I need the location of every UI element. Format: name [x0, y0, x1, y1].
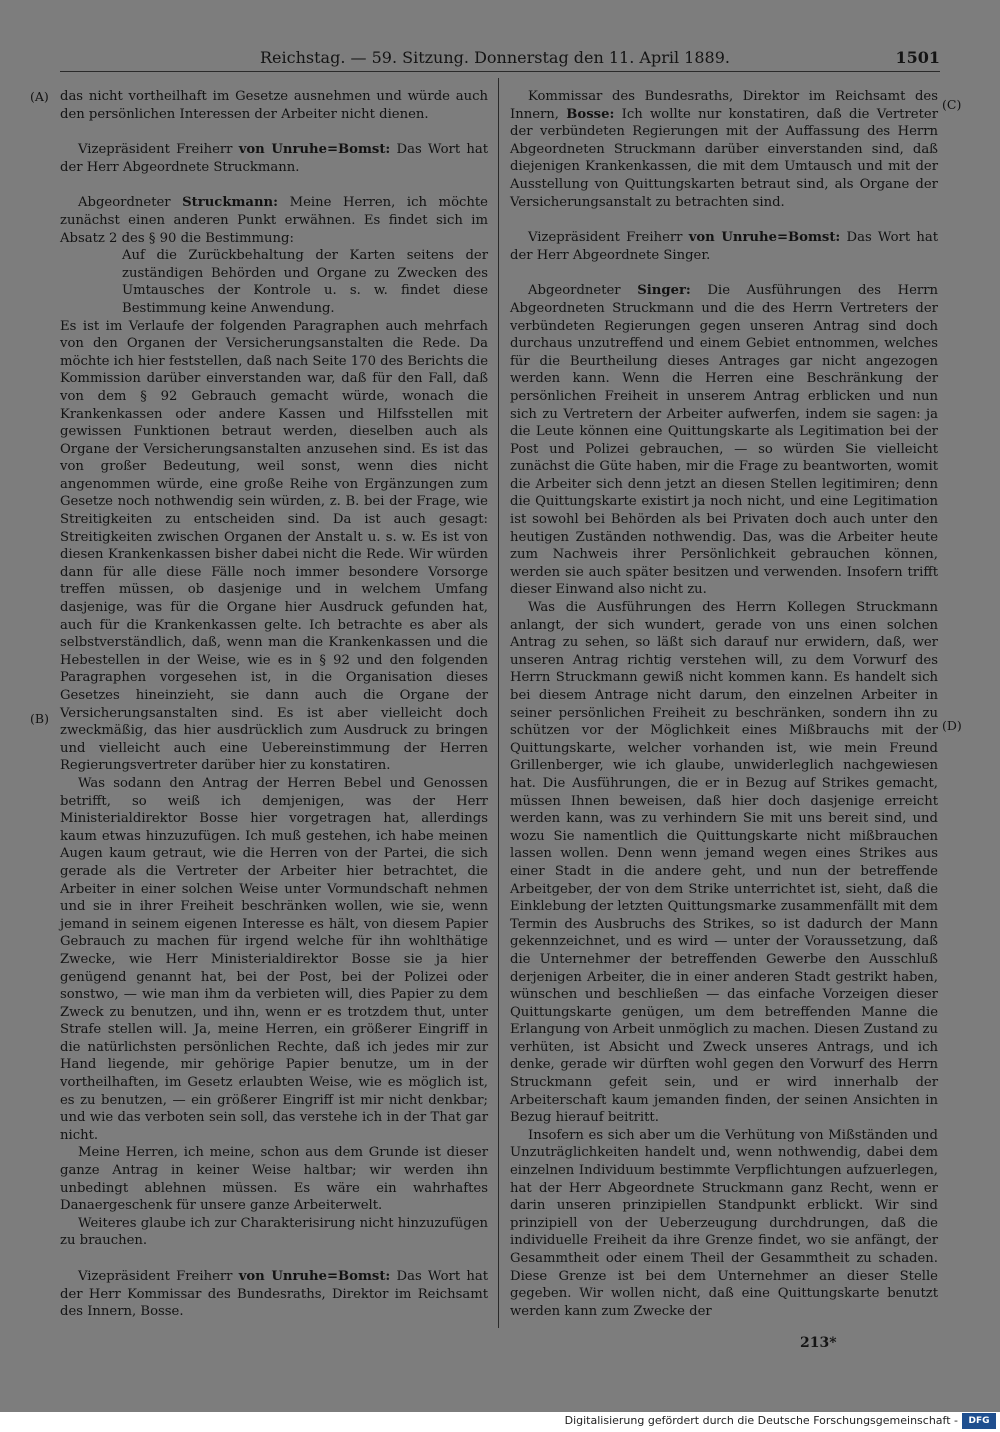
speaker-intro: Vizepräsident Freiherr: [528, 230, 689, 246]
funding-notice: Digitalisierung gefördert durch die Deutsche Forschungsgemeinschaft -: [564, 1414, 958, 1427]
page-header: [60, 46, 940, 72]
speech-text: Das Wort hat der Herr Kommissar des Bundesraths, Direktor im Reichsamt des Innern, Bosse.: [60, 1269, 488, 1320]
speaker-name: von Unruhe=Bomst:: [238, 142, 391, 158]
speaker-intro: Kommissar des Bundesraths, Direktor im Reichsamt des Innern,: [510, 89, 938, 122]
speech-text: Die Ausführungen des Herrn Abgeordneten Struckmann und die des Herrn Vertreters der verbündeten Regierungen gegen unseren Antrag sind doch durchaus unzutreffend und einem Gebiet entnommen, welches für die Beurtheilung dieses Antrages gar nicht angezogen werden kann. Wenn die Herren eine Beschränkung der persönlichen Freiheit in unserem Antrag erblicken und nun sich zu Vertretern der Arbeiter aufwerfen, indem sie sagen: ja die Leute können eine Quittungskarte als Legitimation bei der Post und Polizei gebrauchen, — so würden Sie vielleicht zunächst die Güte haben, mir die Frage zu beantworten, womit die Arbeiter sich denn jetzt an diesen Stellen legitimiren; denn die Quittungskarte existirt ja noch nicht, und eine Legitimation ist sowohl bei Behörden als bei Privaten doch auch unter den heutigen Zuständen nothwendig. Das, was die Arbeiter heute zum Nachweis ihrer Persönlichkeit gebrauchen können, werden sie auch später besitzen und verwenden. Insofern trifft dieser Einwand also nicht zu.: [510, 283, 938, 598]
speech-text: Meine Herren, ich möchte zunächst einen anderen Punkt erwähnen. Es findet sich im Absatz 2 des § 90 die Bestimmung:: [60, 195, 488, 246]
left-paragraph-8: Weiteres glaube ich zur Charakterisirung nicht hinzuzufügen zu brauchen.: [60, 1215, 488, 1249]
left-paragraph-9: [60, 1268, 488, 1321]
header-rule: [60, 71, 940, 72]
speech-text: Ich wollte nur konstatiren, daß die Vertreter der verbündeten Regierungen mit der Auffassung des Herrn Abgeordneten Struckmann darüber einverstanden sind, daß diejenigen Krankenkassen, die mit dem Umtausch und mit der Ausstellung von Quittungskarten betraut sind, als Organe der Versicherungsanstalt zu betrachten sind.: [510, 106, 938, 210]
margin-mark-a: (A): [30, 89, 49, 104]
digitization-footer: [0, 1412, 1000, 1432]
speaker-name: Singer:: [637, 283, 691, 299]
speaker-intro: Vizepräsident Freiherr: [78, 142, 239, 158]
left-quoted-provision: Auf die Zurückbehaltung der Karten seitens der zuständigen Behörden und Organe zu Zwecken des Umtausches der Kontrole u. s. w. findet diese Bestimmung keine Anwendung.: [122, 248, 488, 316]
page-number: 1501: [895, 48, 940, 67]
left-paragraph-1: das nicht vortheilhaft im Gesetze ausnehmen und würde auch den persönlichen Interessen der Arbeiter nicht dienen.: [60, 89, 488, 122]
speaker-intro: Vizepräsident Freiherr: [78, 1269, 239, 1284]
right-paragraph-4: Was die Ausführungen des Herrn Kollegen Struckmann anlangt, der sich wundert, gerade von uns einen solchen Antrag zu sehen, so läßt sich darauf nur erwidern, daß, wer unseren Antrag richtig verstehen will, zu dem Vorwurf des Herrn Struckmann gewiß nicht kommen kann. Es handelt sich bei diesem Antrage nicht darum, den einzelnen Arbeiter in seiner persönlichen Freiheit zu beschränken, sondern ihn zu schützen vor der Möglichkeit eines Mißbrauchs mit der Quittungskarte, welcher vorhanden ist, wie mein Freund Grillenberger, wie ich glaube, unwiderleglich nachgewiesen hat. Die Ausführungen, die er in Bezug auf Strikes gemacht, müssen Ihnen beweisen, daß hier doch dasjenige erreicht werden kann, was zu verhindern Sie mit uns bereit sind, und wozu Sie namentlich die Quittungskarte nicht mißbrauchen lassen wollen. Denn wenn jemand wegen eines Strikes aus einer Stadt in die andere geht, und nun der betreffende Arbeitgeber, der von dem Strike unterrichtet ist, sieht, daß die Einklebung der letzten Quittungsmarke zusammenfällt mit dem Termin des Ausbruchs des Strikes, so ist dadurch der Mann gekennzeichnet, und es wird — unter der Voraussetzung, daß die Unternehmer der betreffenden Gewerbe den Ausschluß derjenigen Arbeiter, die in einer anderen Stadt gestrikt haben, wünschen und beschließen — das einfache Vorzeigen dieser Quittungskarte genügen, um dem betreffenden Manne die Erlangung von Arbeit unmöglich zu machen. Diesen Zustand zu verhüten, ist Absicht und Zweck unseres Antrags, und ich denke, gerade wir dürften wohl gegen den Vorwurf des Herrn Struckmann gefeit sein, und er wird innerhalb der Arbeiterschaft kaum jemanden finden, der seinen Ansichten in Bezug hierauf beitritt.: [510, 600, 938, 1126]
margin-mark-d: (D): [942, 718, 962, 733]
right-paragraph-5: Insofern es sich aber um die Verhütung von Mißständen und Unzuträglichkeiten handelt und, wenn nothwendig, dabei dem einzelnen Individuum bestimmte Verpflichtungen aufzuerlegen, hat der Herr Abgeordnete Struckmann ganz Recht, wenn er darin unseren prinzipiellen Standpunkt erblickt. Wir sind prinzipiell von der Ueberzeugung durchdrungen, daß die individuelle Freiheit da ihre Grenze findet, wo sie anfängt, der Gesammtheit oder einem Theil der Gesammtheit zu schaden. Diese Grenze ist bei dem Unternehmer an dieser Stelle gegeben. Wir wollen nicht, daß eine Quittungskarte benutzt werden kann zum Zwecke der: [510, 1127, 938, 1319]
left-paragraph-3: [60, 194, 488, 247]
right-paragraph-3: [510, 282, 938, 599]
speaker-intro: Abgeordneter: [528, 283, 638, 299]
speaker-name: von Unruhe=Bomst:: [688, 230, 841, 246]
signature-mark: 213*: [800, 1335, 837, 1351]
column-divider: [498, 78, 499, 1328]
speech-text: Das Wort hat der Herr Abgeordnete Singer.: [510, 230, 938, 263]
left-paragraph-2: [60, 141, 488, 176]
left-paragraph-5: Es ist im Verlaufe der folgenden Paragraphen auch mehrfach von den Organen der Versicherungsanstalten die Rede. Da möchte ich hier feststellen, daß nach Seite 170 des Berichts die Kommission darüber einverstanden war, daß für den Fall, daß von dem § 92 Gebrauch gemacht würde, wonach die Krankenkassen oder andere Kassen und Hilfsstellen mit gewissen Funktionen betraut werden, dieselben auch als Organe der Versicherungsanstalten anzusehen sind. Es ist das von großer Bedeutung, weil sonst, wenn dies nicht angenommen würde, eine große Reihe von Ergänzungen zum Gesetze noch nothwendig sein würden, z. B. bei der Frage, wie Streitigkeiten zu entscheiden sind. Da ist auch gesagt: Streitigkeiten zwischen Organen der Anstalt u. s. w. Es ist von diesen Krankenkassen bisher dabei nicht die Rede. Wir würden dann für alle diese Fälle noch immer besondere Vorsorge treffen müssen, ob dasjenige und in welchem Umfang dasjenige, was für die Organe hier Ausdruck gefunden hat, auch für die Krankenkassen gelte. Ich betrachte es aber als selbstverständlich, daß, wenn man die Krankenkassen und die Hebestellen in der Weise, wie es in § 92 und den folgenden Paragraphen vorgesehen ist, in die Organisation dieses Gesetzes hineinzieht, sie dann auch die Organe der Versicherungsanstalten sind. Es ist aber vielleicht doch zweckmäßig, das hier ausdrücklich zum Ausdruck zu bringen und vielleicht auch eine Uebereinstimmung der Herren Regierungsvertreter darüber hier zu konstatiren.: [60, 318, 488, 774]
running-title: Reichstag. — 59. Sitzung. Donnerstag den 11. April 1889.: [260, 48, 730, 67]
left-paragraph-7: Meine Herren, ich meine, schon aus dem Grunde ist dieser ganze Antrag in keiner Weise haltbar; wir werden ihn unbedingt ablehnen müssen. Es wäre ein wahrhaftes Danaergeschenk für unsere ganze Arbeiterwelt.: [60, 1145, 488, 1214]
margin-mark-c: (C): [942, 97, 962, 112]
left-column: [60, 88, 488, 1321]
speaker-name: von Unruhe=Bomst:: [238, 1269, 391, 1284]
speaker-name: Bosse:: [566, 106, 615, 122]
speaker-name: Struckmann:: [182, 195, 279, 211]
speech-text: Das Wort hat der Herr Abgeordnete Struckmann.: [60, 142, 488, 175]
right-paragraph-2: [510, 229, 938, 264]
right-paragraph-1: [510, 88, 938, 211]
speaker-intro: Abgeordneter: [78, 195, 183, 211]
left-paragraph-6: Was sodann den Antrag der Herren Bebel und Genossen betrifft, so weiß ich demjenigen, was der Herr Ministerialdirektor Bosse hier vorgetragen hat, allerdings kaum etwas hinzuzufügen. Ich muß gestehen, ich habe meinen Augen kaum getraut, wie die Herren von der Partei, die sich gerade als die Vertreter der Arbeiter hier betrachtet, die Arbeiter in einer solchen Weise unter Vormundschaft nehmen und sie in ihrer Freiheit beschränken wollen, wie sie, wenn jemand in seinem eigenen Interesse es hält, von diesem Papier Gebrauch zu machen für irgend welche für ihn wohlthätige Zwecke, wie Herr Ministerialdirektor Bosse sie ja hier genügend genannt hat, bei der Post, bei der Polizei oder sonstwo, — wie man ihm da verbieten will, dies Papier zu dem Zweck zu benutzen, und ihn, wenn er es trotzdem thut, unter Strafe stellen will. Ja, meine Herren, ein größerer Eingriff in die natürlichsten persönlichen Rechte, daß ich jedes mir zur Hand liegende, mir gehörige Papier benutze, um in der vortheilhaften, im Gesetz erlaubten Weise, wie es möglich ist, es zu benutzen, — ein größerer Eingriff ist mir nicht denkbar; und wie das verboten sein soll, das verstehe ich in der That gar nicht.: [60, 775, 488, 1143]
dfg-logo: DFG: [962, 1413, 996, 1429]
margin-mark-b: (B): [30, 711, 49, 726]
right-column: [510, 88, 938, 1320]
